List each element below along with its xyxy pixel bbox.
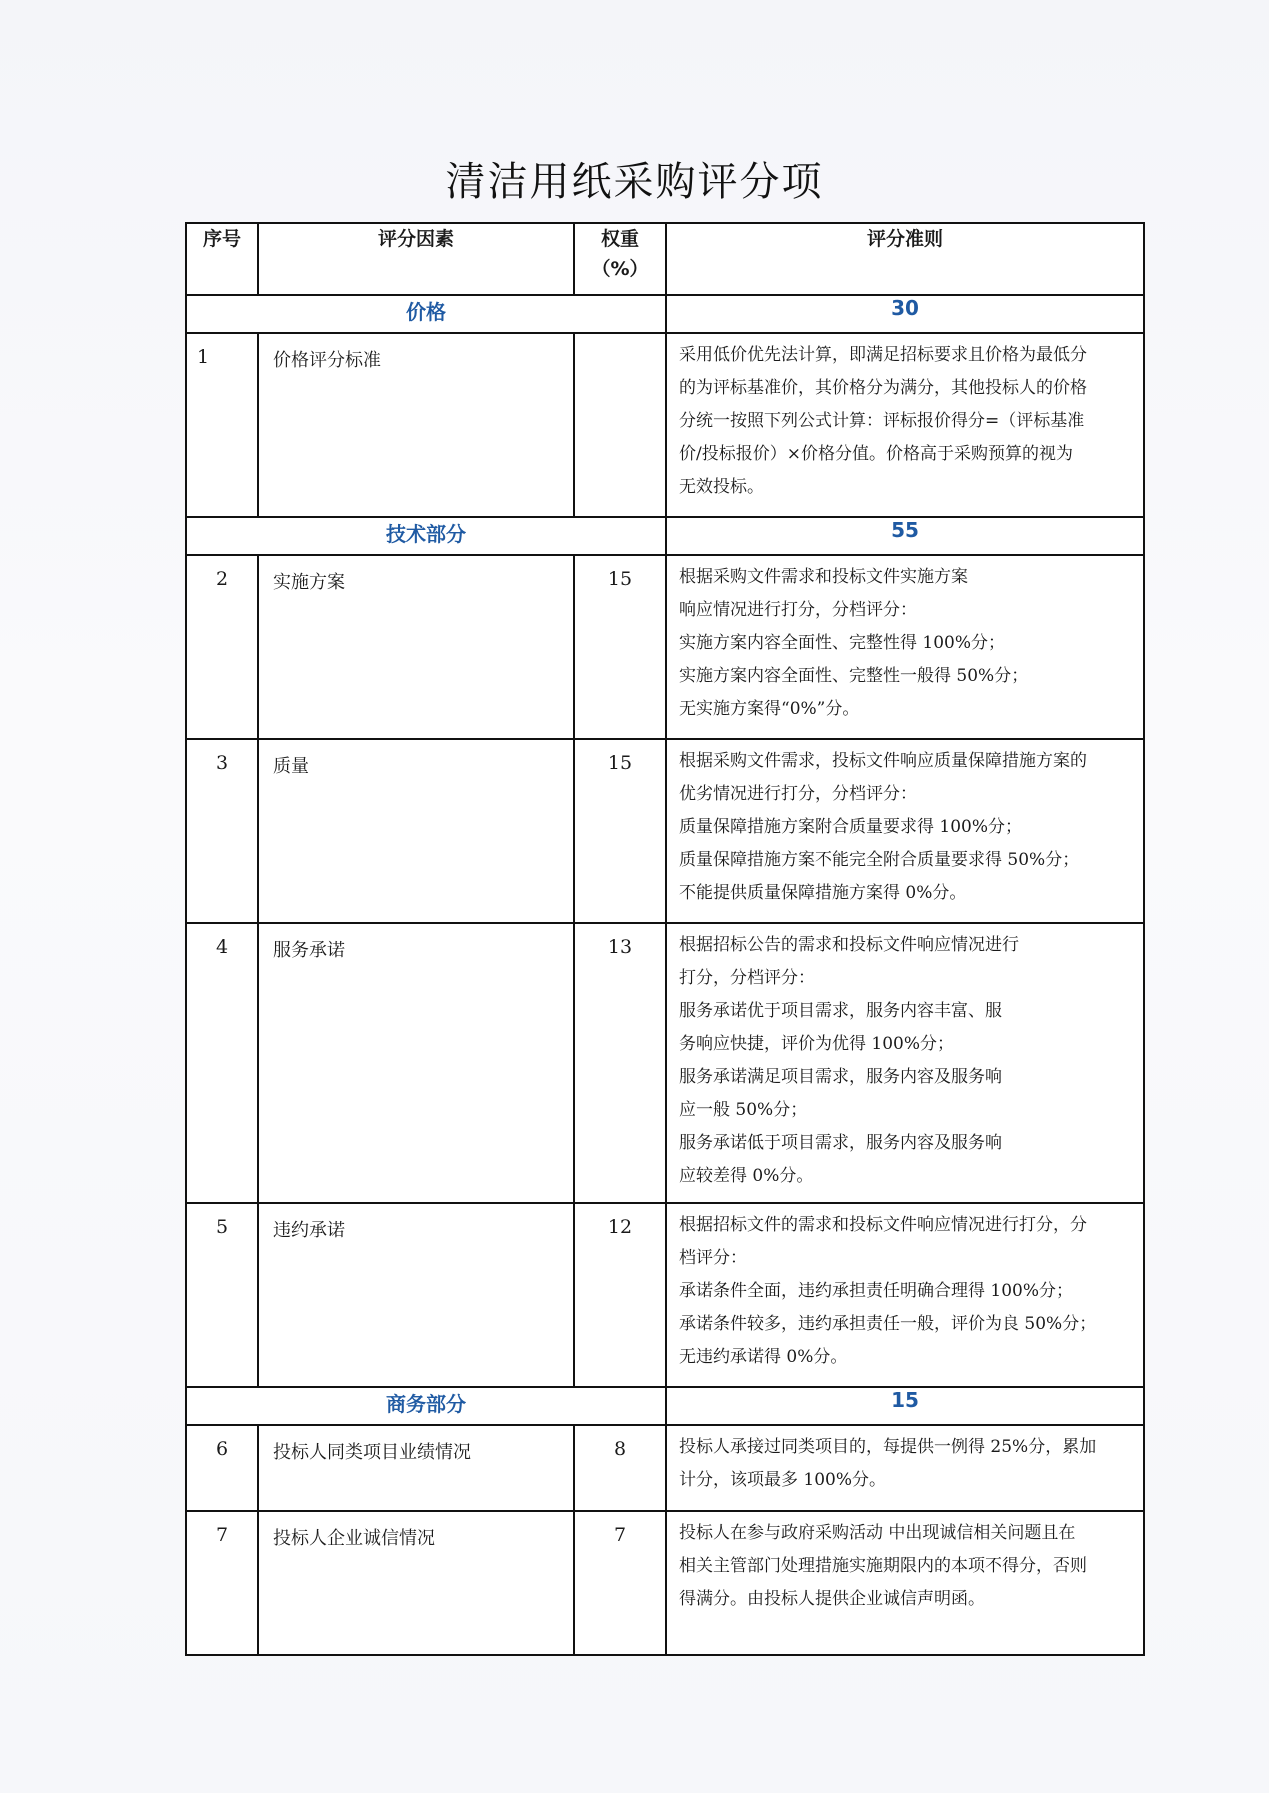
row-rule [666,1511,1144,1655]
rule-line: 投标人在参与政府采购活动 中出现诚信相关问题且在 [679,1523,1076,1543]
rule-line: 无违约承诺得 0%分。 [679,1347,848,1367]
rule-line: 服务承诺优于项目需求，服务内容丰富、服 [679,1001,1002,1021]
rule-line: 计分，该项最多 100%分。 [679,1470,887,1490]
row-number: 1 [186,333,258,517]
row-factor: 投标人同类项目业绩情况 [258,1425,574,1511]
row-factor: 服务承诺 [258,923,574,1203]
header-weight-unit: （%） [591,258,649,280]
rule-line: 无效投标。 [679,477,764,497]
row-factor: 投标人企业诚信情况 [258,1511,574,1655]
table-row [186,739,1144,923]
row-factor: 实施方案 [258,555,574,739]
rule-line: 承诺条件全面，违约承担责任明确合理得 100%分； [679,1281,1074,1301]
rule-line: 应一般 50%分； [679,1100,808,1120]
row-weight: 8 [574,1425,666,1511]
table-row [186,333,1144,517]
section-total: 30 [666,295,1144,333]
rule-line: 承诺条件较多，违约承担责任一般，评价为良 50%分； [679,1314,1097,1334]
rule-line: 相关主管部门处理措施实施期限内的本项不得分，否则 [679,1556,1087,1576]
section-label: 价格 [186,295,666,333]
header-no: 序号 [186,223,258,295]
section-row-price [186,295,1144,333]
section-row-technical [186,517,1144,555]
table-row [186,1511,1144,1655]
row-rule [666,739,1144,923]
rule-line: 务响应快捷，评价为优得 100%分； [679,1034,955,1054]
header-factor: 评分因素 [258,223,574,295]
row-number: 5 [186,1203,258,1387]
row-factor: 违约承诺 [258,1203,574,1387]
rule-line: 根据招标文件的需求和投标文件响应情况进行打分，分 [679,1215,1087,1235]
rule-line: 打分，分档评分： [679,968,815,988]
table-header-row [186,223,1144,295]
rule-line: 质量保障措施方案附合质量要求得 100%分； [679,817,1023,837]
row-rule [666,555,1144,739]
scoring-table [185,222,1145,1656]
section-label: 技术部分 [186,517,666,555]
rule-line: 投标人承接过同类项目的，每提供一例得 25%分，累加 [679,1437,1097,1457]
row-number: 6 [186,1425,258,1511]
rule-line: 分统一按照下列公式计算：评标报价得分=（评标基准 [679,411,1085,431]
row-weight: 7 [574,1511,666,1655]
section-total: 55 [666,517,1144,555]
row-number: 7 [186,1511,258,1655]
row-weight [574,333,666,517]
row-rule [666,923,1144,1203]
table-row [186,1203,1144,1387]
rule-line: 实施方案内容全面性、完整性一般得 50%分； [679,666,1029,686]
table-row [186,555,1144,739]
page-title: 清洁用纸采购评分项 [445,159,824,205]
row-weight: 15 [574,739,666,923]
rule-line: 应较差得 0%分。 [679,1166,814,1186]
rule-line: 质量保障措施方案不能完全附合质量要求得 50%分； [679,850,1080,870]
rule-line: 得满分。由投标人提供企业诚信声明函。 [679,1589,985,1609]
rule-line: 服务承诺满足项目需求，服务内容及服务响 [679,1067,1002,1087]
row-number: 2 [186,555,258,739]
section-label: 商务部分 [186,1387,666,1425]
rule-line: 响应情况进行打分，分档评分： [679,600,917,620]
rule-line: 档评分： [679,1248,747,1268]
row-number: 3 [186,739,258,923]
table-row [186,923,1144,1203]
row-factor: 质量 [258,739,574,923]
row-factor: 价格评分标准 [258,333,574,517]
section-row-business [186,1387,1144,1425]
rule-line: 实施方案内容全面性、完整性得 100%分； [679,633,1006,653]
rule-line: 优劣情况进行打分，分档评分： [679,784,917,804]
row-number: 4 [186,923,258,1203]
header-rule: 评分准则 [666,223,1144,295]
table-row [186,1425,1144,1511]
rule-line: 价/投标报价）×价格分值。价格高于采购预算的视为 [679,444,1073,464]
header-weight-label: 权重 [600,228,639,250]
rule-line: 根据采购文件需求，投标文件响应质量保障措施方案的 [679,751,1087,771]
row-rule [666,1425,1144,1511]
rule-line: 不能提供质量保障措施方案得 0%分。 [679,883,967,903]
row-weight: 12 [574,1203,666,1387]
rule-line: 服务承诺低于项目需求，服务内容及服务响 [679,1133,1002,1153]
header-weight [574,223,666,295]
row-weight: 15 [574,555,666,739]
rule-line: 根据招标公告的需求和投标文件响应情况进行 [679,935,1019,955]
section-total: 15 [666,1387,1144,1425]
rule-line: 采用低价优先法计算，即满足招标要求且价格为最低分 [679,345,1087,365]
rule-line: 根据采购文件需求和投标文件实施方案 [679,567,968,587]
row-weight: 13 [574,923,666,1203]
row-rule [666,333,1144,517]
row-rule [666,1203,1144,1387]
rule-line: 的为评标基准价，其价格分为满分，其他投标人的价格 [679,378,1087,398]
rule-line: 无实施方案得“0%”分。 [679,699,860,719]
